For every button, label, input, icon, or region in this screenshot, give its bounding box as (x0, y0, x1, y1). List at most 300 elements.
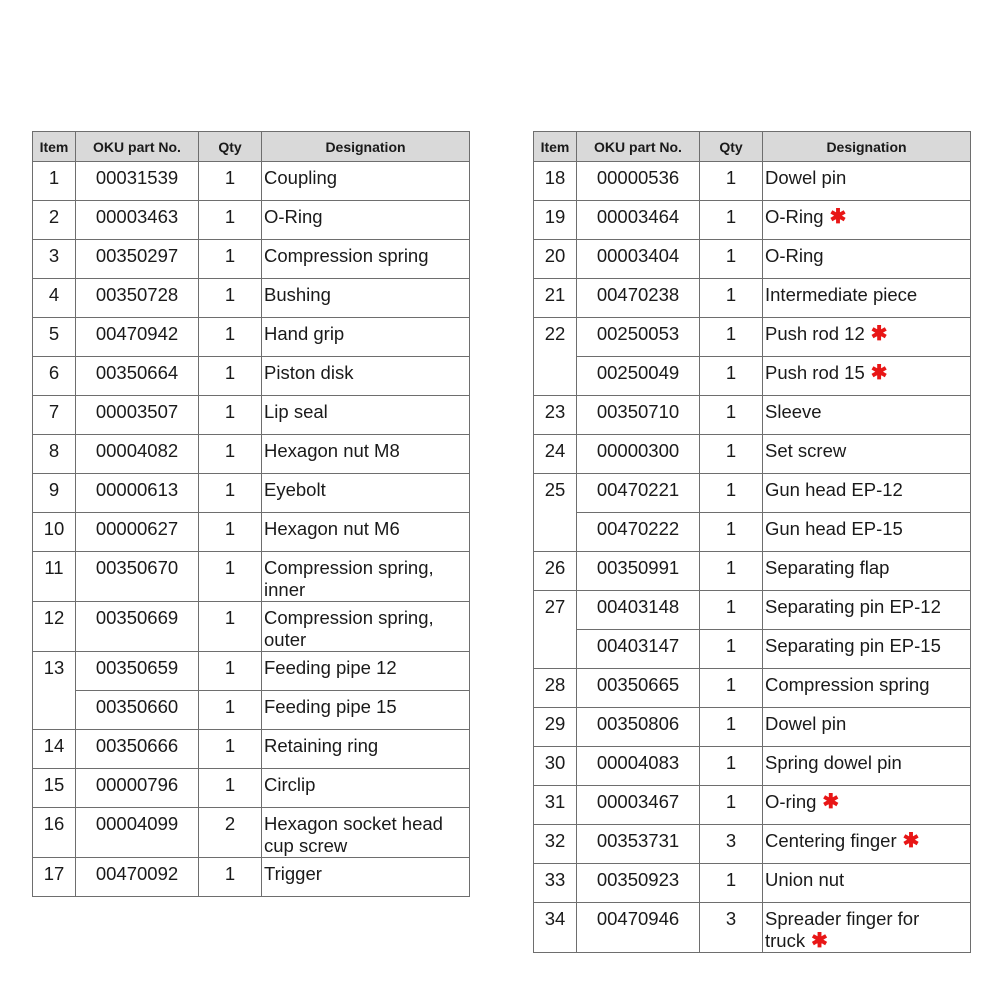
designation (262, 279, 470, 318)
header-item: Item (33, 132, 76, 162)
item-number-text: 31 (544, 791, 566, 812)
designation-text: Union nut (765, 869, 845, 890)
part-number (76, 201, 199, 240)
designation (262, 240, 470, 279)
table-header (534, 132, 971, 162)
designation (763, 864, 971, 903)
table-row (534, 786, 971, 825)
quantity-text: 1 (725, 479, 737, 500)
table-body (534, 162, 971, 953)
designation (763, 201, 971, 240)
item-number (33, 279, 76, 318)
item-number-text: 9 (48, 479, 60, 500)
part-number-text: 00031539 (95, 167, 179, 188)
part-number (76, 357, 199, 396)
table-row (534, 279, 971, 318)
item-number-text: 10 (43, 518, 65, 539)
designation (763, 903, 971, 953)
table-row (534, 474, 971, 513)
part-number-text: 00470221 (596, 479, 680, 500)
item-number-text: 21 (544, 284, 566, 305)
designation-text: Spring dowel pin (765, 752, 902, 773)
quantity-text: 1 (725, 791, 737, 812)
quantity-text: 2 (224, 813, 236, 834)
designation-text: Hexagon socket head cup screw (264, 813, 443, 856)
quantity (199, 279, 262, 318)
part-number-text: 00403148 (596, 596, 680, 617)
quantity (199, 435, 262, 474)
part-number-text: 00003463 (95, 206, 179, 227)
table-row (534, 162, 971, 201)
item-number-text: 28 (544, 674, 566, 695)
item-number-text: 19 (544, 206, 566, 227)
item-number (534, 747, 577, 786)
quantity (199, 513, 262, 552)
quantity-text: 1 (224, 401, 236, 422)
part-number (577, 747, 700, 786)
part-number-text: 00350664 (95, 362, 179, 383)
header-item: Item (534, 132, 577, 162)
item-number-text: 26 (544, 557, 566, 578)
quantity (199, 730, 262, 769)
part-number-text: 00004099 (95, 813, 179, 834)
item-number-text: 13 (43, 657, 65, 678)
part-number (76, 162, 199, 201)
designation-text: Hexagon nut M6 (264, 518, 400, 539)
header-designation: Designation (262, 132, 470, 162)
table-row (33, 858, 470, 897)
table-row (534, 864, 971, 903)
part-number-text: 00353731 (596, 830, 680, 851)
part-number-text: 00003404 (596, 245, 680, 266)
table-row (534, 825, 971, 864)
designation-text: Lip seal (264, 401, 328, 422)
part-number-text: 00470942 (95, 323, 179, 344)
quantity-text: 1 (224, 607, 236, 628)
header-designation: Designation (763, 132, 971, 162)
part-number (76, 858, 199, 897)
quantity (700, 240, 763, 279)
quantity (199, 858, 262, 897)
item-number-text: 34 (544, 908, 566, 929)
table-row (33, 808, 470, 858)
designation (763, 240, 971, 279)
part-number-text: 00350660 (95, 696, 179, 717)
quantity (700, 864, 763, 903)
quantity-text: 3 (725, 908, 737, 929)
quantity (700, 903, 763, 953)
item-number (33, 652, 76, 730)
designation (262, 318, 470, 357)
quantity (199, 201, 262, 240)
item-number (534, 396, 577, 435)
table-row (534, 747, 971, 786)
table-row (33, 513, 470, 552)
table-row (534, 396, 971, 435)
designation (763, 396, 971, 435)
designation (262, 513, 470, 552)
part-number (577, 279, 700, 318)
part-number-text: 00350923 (596, 869, 680, 890)
designation (262, 474, 470, 513)
designation-text: Separating flap (765, 557, 890, 578)
designation-text: Separating pin EP-12 (765, 596, 941, 617)
item-number (33, 201, 76, 240)
quantity (700, 279, 763, 318)
item-number-text: 7 (48, 401, 60, 422)
designation (262, 396, 470, 435)
item-number (534, 864, 577, 903)
item-number (534, 279, 577, 318)
designation (763, 279, 971, 318)
designation-text: O-ring (765, 791, 817, 812)
part-number-text: 00350991 (596, 557, 680, 578)
quantity-text: 1 (725, 284, 737, 305)
quantity (199, 240, 262, 279)
table-row (33, 240, 470, 279)
table-row (33, 201, 470, 240)
item-number (534, 903, 577, 953)
part-number (76, 318, 199, 357)
quantity (700, 357, 763, 396)
designation-text: Push rod 15 (765, 362, 865, 383)
part-number-text: 00000627 (95, 518, 179, 539)
header-qty: Qty (199, 132, 262, 162)
item-number (33, 769, 76, 808)
part-number (577, 903, 700, 953)
designation (262, 808, 470, 858)
table-row (33, 279, 470, 318)
designation-text: Eyebolt (264, 479, 326, 500)
part-number (76, 602, 199, 652)
part-number-text: 00403147 (596, 635, 680, 656)
part-number-text: 00470222 (596, 518, 680, 539)
item-number (33, 396, 76, 435)
quantity (700, 318, 763, 357)
table-row (534, 708, 971, 747)
quantity (199, 396, 262, 435)
quantity-text: 1 (725, 596, 737, 617)
part-number-text: 00003467 (596, 791, 680, 812)
item-number (534, 786, 577, 825)
designation-text: Gun head EP-15 (765, 518, 903, 539)
part-number-text: 00350659 (95, 657, 179, 678)
quantity-text: 1 (725, 362, 737, 383)
table-header (33, 132, 470, 162)
table-row (534, 630, 971, 669)
part-number-text: 00250049 (596, 362, 680, 383)
part-number (577, 786, 700, 825)
part-number-text: 00350710 (596, 401, 680, 422)
part-number (577, 396, 700, 435)
part-number (577, 669, 700, 708)
designation (763, 435, 971, 474)
part-number (76, 808, 199, 858)
item-number (33, 858, 76, 897)
designation-text: Dowel pin (765, 167, 847, 188)
designation (763, 357, 971, 396)
designation-text: O-Ring (765, 206, 824, 227)
part-number (577, 357, 700, 396)
item-number-text: 20 (544, 245, 566, 266)
table-row (534, 903, 971, 953)
quantity (700, 630, 763, 669)
item-number (534, 474, 577, 552)
item-number-text: 23 (544, 401, 566, 422)
quantity (199, 552, 262, 602)
item-number-text: 17 (43, 863, 65, 884)
designation-text: Compression spring (264, 245, 429, 266)
part-number (577, 591, 700, 630)
item-number-text: 11 (44, 557, 64, 578)
part-number-text: 00350665 (596, 674, 680, 695)
quantity-text: 1 (224, 323, 236, 344)
designation-text: Compression spring, inner (264, 557, 434, 600)
quantity-text: 1 (725, 713, 737, 734)
table-row (33, 691, 470, 730)
part-number-text: 00350806 (596, 713, 680, 734)
item-number (534, 669, 577, 708)
item-number (534, 591, 577, 669)
quantity-text: 1 (725, 674, 737, 695)
item-number-text: 25 (544, 479, 566, 500)
designation-text: Trigger (264, 863, 322, 884)
part-number (577, 825, 700, 864)
designation-text: Feeding pipe 12 (264, 657, 397, 678)
designation (763, 162, 971, 201)
part-number-text: 00470946 (596, 908, 680, 929)
part-number-text: 00000536 (596, 167, 680, 188)
part-number-text: 00000300 (596, 440, 680, 461)
designation-text: Retaining ring (264, 735, 379, 756)
designation-text: Hexagon nut M8 (264, 440, 400, 461)
item-number (534, 162, 577, 201)
table-row (33, 769, 470, 808)
item-number (33, 357, 76, 396)
quantity-text: 1 (725, 401, 737, 422)
item-number (33, 602, 76, 652)
quantity-text: 1 (224, 696, 236, 717)
asterisk-icon: ✱ (870, 323, 888, 345)
quantity (199, 808, 262, 858)
designation-text: Push rod 12 (765, 323, 865, 344)
item-number-text: 33 (544, 869, 566, 890)
item-number-text: 5 (48, 323, 60, 344)
table-row (534, 513, 971, 552)
part-number-text: 00003464 (596, 206, 680, 227)
table-row (534, 201, 971, 240)
item-number (534, 825, 577, 864)
designation-text: Dowel pin (765, 713, 847, 734)
table-row (33, 730, 470, 769)
item-number-text: 8 (48, 440, 60, 461)
designation (763, 318, 971, 357)
part-number (577, 162, 700, 201)
asterisk-icon: ✱ (822, 791, 840, 813)
quantity-text: 1 (224, 167, 236, 188)
quantity (700, 513, 763, 552)
designation-text: Centering finger (765, 830, 897, 851)
quantity (199, 652, 262, 691)
quantity (199, 357, 262, 396)
quantity-text: 1 (725, 245, 737, 266)
item-number (33, 318, 76, 357)
part-number (76, 396, 199, 435)
quantity-text: 1 (725, 440, 737, 461)
quantity (700, 591, 763, 630)
quantity-text: 1 (224, 735, 236, 756)
item-number-text: 16 (43, 813, 65, 834)
designation-text: Intermediate piece (765, 284, 918, 305)
part-number (577, 708, 700, 747)
item-number-text: 6 (48, 362, 60, 383)
item-number (534, 240, 577, 279)
designation-text: Compression spring, outer (264, 607, 434, 650)
designation (262, 730, 470, 769)
item-number (33, 162, 76, 201)
table-row (33, 318, 470, 357)
item-number (534, 318, 577, 396)
part-number (577, 513, 700, 552)
table-row (534, 669, 971, 708)
designation (763, 630, 971, 669)
part-number-text: 00470092 (95, 863, 179, 884)
quantity-text: 1 (224, 557, 236, 578)
table-row (534, 552, 971, 591)
quantity-text: 1 (224, 284, 236, 305)
quantity-text: 1 (224, 657, 236, 678)
part-number (76, 552, 199, 602)
part-number (577, 240, 700, 279)
designation-text: O-Ring (765, 245, 824, 266)
part-number (76, 240, 199, 279)
part-number-text: 00350728 (95, 284, 179, 305)
item-number (33, 552, 76, 602)
item-number (534, 201, 577, 240)
part-number-text: 00003507 (95, 401, 179, 422)
designation (262, 552, 470, 602)
quantity (700, 435, 763, 474)
part-number (577, 552, 700, 591)
part-number-text: 00350670 (95, 557, 179, 578)
designation-text: Circlip (264, 774, 316, 795)
part-number (76, 691, 199, 730)
designation (763, 786, 971, 825)
table-row (534, 357, 971, 396)
quantity (199, 162, 262, 201)
item-number-text: 15 (43, 774, 65, 795)
quantity (700, 474, 763, 513)
part-number (577, 864, 700, 903)
designation (262, 435, 470, 474)
asterisk-icon: ✱ (811, 930, 828, 952)
designation (763, 552, 971, 591)
item-number-text: 22 (544, 323, 566, 344)
designation-text: Feeding pipe 15 (264, 696, 397, 717)
quantity (700, 396, 763, 435)
quantity (199, 602, 262, 652)
quantity (700, 552, 763, 591)
part-number (577, 474, 700, 513)
item-number (33, 808, 76, 858)
designation-text: Sleeve (765, 401, 822, 422)
designation (262, 602, 470, 652)
designation (763, 513, 971, 552)
designation-text: Coupling (264, 167, 338, 188)
part-number (577, 435, 700, 474)
designation (763, 474, 971, 513)
table-row (33, 652, 470, 691)
designation (262, 858, 470, 897)
designation (262, 691, 470, 730)
part-number-text: 00250053 (596, 323, 680, 344)
item-number-text: 2 (48, 206, 60, 227)
designation-text: O-Ring (264, 206, 323, 227)
item-number-text: 30 (544, 752, 566, 773)
quantity-text: 3 (725, 830, 737, 851)
item-number (534, 435, 577, 474)
quantity (700, 162, 763, 201)
quantity-text: 1 (224, 863, 236, 884)
parts-table-left (32, 131, 470, 897)
quantity (700, 669, 763, 708)
designation (763, 708, 971, 747)
table-row (33, 552, 470, 602)
item-number (33, 240, 76, 279)
quantity (199, 769, 262, 808)
part-number (76, 279, 199, 318)
quantity (199, 691, 262, 730)
header-part-no: OKU part No. (76, 132, 199, 162)
item-number-text: 32 (544, 830, 566, 851)
item-number-text: 3 (48, 245, 60, 266)
part-number-text: 00470238 (596, 284, 680, 305)
part-number (577, 630, 700, 669)
designation (262, 652, 470, 691)
item-number (534, 708, 577, 747)
table-row (534, 435, 971, 474)
designation (262, 201, 470, 240)
quantity-text: 1 (725, 869, 737, 890)
table-body (33, 162, 470, 897)
designation-text: Set screw (765, 440, 847, 461)
designation (763, 747, 971, 786)
item-number-text: 27 (544, 596, 566, 617)
quantity-text: 1 (725, 752, 737, 773)
designation (262, 357, 470, 396)
quantity (199, 318, 262, 357)
part-number (76, 769, 199, 808)
item-number (33, 474, 76, 513)
designation-text: Bushing (264, 284, 331, 305)
designation (763, 591, 971, 630)
item-number (534, 552, 577, 591)
part-number (577, 318, 700, 357)
asterisk-icon: ✱ (829, 206, 847, 228)
table-row (534, 591, 971, 630)
part-number (76, 435, 199, 474)
quantity-text: 1 (725, 518, 737, 539)
quantity-text: 1 (224, 479, 236, 500)
designation-text: Separating pin EP-15 (765, 635, 941, 656)
designation-text: Compression spring (765, 674, 930, 695)
quantity (700, 708, 763, 747)
table-row (534, 318, 971, 357)
part-number-text: 00004082 (95, 440, 179, 461)
designation-text: Spreader finger for truck (765, 908, 920, 951)
part-number-text: 00004083 (596, 752, 680, 773)
item-number-text: 14 (43, 735, 65, 756)
